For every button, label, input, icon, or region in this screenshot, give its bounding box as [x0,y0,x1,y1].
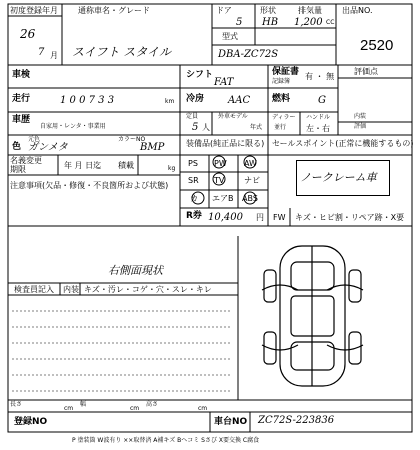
rating-label: 評価点 [354,67,378,76]
fw-text: キズ・ヒビ割・リペア跡・X要 [295,213,405,222]
model-value: DBA-ZC72S [218,49,279,60]
month-label: 月 [50,51,58,60]
equip-tv: TV [214,176,225,185]
date-label: 年 月 日迄 [64,161,102,170]
first-reg-month: 7 [38,47,45,58]
length-label: 長さ [10,401,23,408]
loading-label: 積載 [118,161,134,170]
warranty-label: 保証書 [272,67,300,77]
car-name-value: スイフト スタイル [72,45,171,59]
color-value: ガンメタ [28,142,68,153]
equip-navi: ナビ [244,176,260,185]
inspection-label: 車検 [12,70,31,80]
model-label: 型式 [222,32,238,41]
interior-label-2: 評価 [354,123,367,130]
equip-aw: AW [244,159,257,168]
km-label: km [165,98,175,105]
mileage-value: 1 0 0 7 3 3 [60,95,115,106]
exterior-model-unit: 年式 [250,124,263,131]
color-no-value: BMP [140,142,165,153]
mileage-label: 走行 [12,94,31,104]
height-label: 高さ [146,401,159,408]
displacement-label: 排気量 [298,6,322,15]
equip-sr: SR [188,176,199,185]
capacity-value: 5 [192,122,199,133]
first-reg-year: 26 [20,27,36,41]
height-unit: cm [198,405,208,412]
capacity-label: 定員 [186,113,199,120]
shape-label: 形状 [260,6,276,15]
name-change-label: 名義変更 [10,156,42,165]
chassis-label: 車台NO [214,417,248,427]
inspector-inner-label: 内装 [63,285,79,294]
color-label: 色 [12,142,22,152]
r-unit: 円 [256,213,264,222]
width-unit: cm [130,405,140,412]
length-unit: cm [64,405,74,412]
equipment-label: 装備品(純正品に限る) [186,139,265,148]
lot-number: 2520 [360,37,394,54]
handle-label: ハンドル [306,114,331,121]
cc-label: CC [326,19,335,26]
history-options: 自家用・レンタ・事業用 [40,123,106,130]
inspector-codes: キズ・汚レ・コゲ・穴・スレ・キレ [84,285,212,294]
equip-airbag: エアB [212,194,234,203]
door-label: ドア [216,6,232,15]
shift-value: FAT [214,77,234,88]
shape-value: HB [262,17,279,28]
lot-label: 出品NO. [342,6,373,15]
color-no-label: カラーNO [118,136,146,143]
fuel-value: G [318,95,326,106]
equip-ka: カ [190,194,198,203]
notes-label: 注意事項(欠品・修復・不良箇所および状態) [10,181,169,190]
inspector-label: 検査員記入 [14,285,54,294]
equip-abs: ABS [242,194,258,203]
car-name-label: 通称車名・グレード [78,6,150,15]
name-change-sub: 期限 [10,165,26,174]
first-reg-label: 初度登録年月 [10,6,58,15]
loading-unit: kg [168,165,176,172]
dealer-label: ディラー [272,114,296,121]
warranty-options: 有 ・ 無 [305,72,335,81]
handle-options: 左・右 [306,124,330,133]
exterior-model-label: 外車モデル [218,113,248,120]
equip-ps: PS [188,159,198,168]
shift-label: シフト [186,70,214,80]
reg-no-label: 登録NO [14,417,48,427]
history-label: 車歴 [12,115,31,125]
fuel-label: 燃料 [272,94,291,104]
dealer-label-2: 並行 [274,124,287,131]
original-color-label: 元色 [28,136,41,143]
displacement-value: 1,200 [294,17,323,28]
r-value: 10,400 [208,212,243,223]
selling-points-label: セールスポイント(正常に機能するもの) [272,139,414,148]
aircon-label: 冷房 [186,94,205,104]
width-label: 幅 [80,401,87,408]
aircon-value: AAC [228,95,251,106]
selling-points-value: ノークレーム車 [300,171,377,184]
damage-legend: P 塗装箇 W波有り ××取替済 A補キズ Bヘコミ Sさび X要交換 C腐食 [72,437,260,444]
chassis-value: ZC72S-223836 [258,415,335,426]
door-value: 5 [236,17,243,28]
capacity-unit: 人 [202,123,210,132]
inspector-note: 右側面現状 [108,264,163,277]
interior-label: 内装 [354,113,367,120]
r-label: R券 [186,211,202,221]
warranty-sub: 記録簿 [272,78,291,85]
equip-pw: PW [214,159,227,168]
fw-label: FW [273,213,286,222]
